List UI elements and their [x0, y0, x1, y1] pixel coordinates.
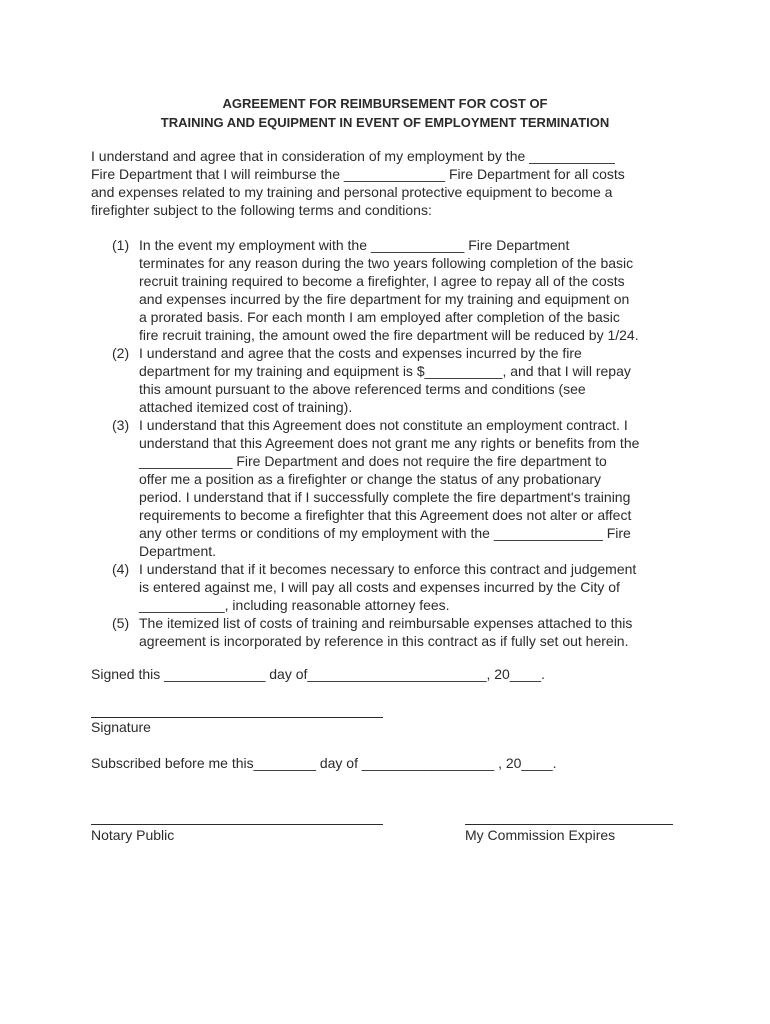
term-number: (4) — [112, 561, 130, 577]
title-line-2: TRAINING AND EQUIPMENT IN EVENT OF EMPLOYMENT TERMINATION — [160, 115, 610, 130]
term-line: agreement is incorporated by reference in this contract as if fully set out herein. — [139, 633, 629, 649]
term-line: ___________, including reasonable attorney fees. — [139, 597, 450, 613]
signature-label: Signature — [91, 719, 151, 735]
terms-list — [112, 236, 692, 650]
notary-label: Notary Public — [91, 827, 175, 843]
term-line: any other terms or conditions of my employment with the ______________ Fire — [139, 525, 631, 541]
intro-line: Fire Department that I will reimburse the _____________ Fire Department for all costs — [91, 166, 625, 182]
term-line: recruit training required to become a firefighter, I agree to repay all of the costs — [139, 273, 625, 289]
term-line: department for my training and equipment is $__________, and that I will repay — [139, 363, 631, 379]
commission-label: My Commission Expires — [465, 827, 616, 843]
term-line: terminates for any reason during the two years following completion of the basic — [139, 255, 634, 271]
term-line: understand that this Agreement does not grant me any rights or benefits from the — [139, 435, 640, 451]
term-line: period. I understand that if I successfully complete the fire department's training — [139, 489, 631, 505]
term-number: (3) — [112, 417, 130, 433]
term-line: and expenses incurred by the fire department for my training and equipment on — [139, 291, 630, 307]
intro-line: and expenses related to my training and personal protective equipment to become a — [91, 184, 613, 200]
term-number: (5) — [112, 615, 130, 631]
title-line-1: AGREEMENT FOR REIMBURSEMENT FOR COST OF — [222, 96, 548, 111]
term-line: fire recruit training, the amount owed the fire department will be reduced by 1/24. — [139, 327, 639, 343]
term-line: ____________ Fire Department and does not require the fire department to — [139, 453, 607, 469]
term-line: this amount pursuant to the above referenced terms and conditions (see — [139, 381, 586, 397]
term-number: (1) — [112, 237, 130, 253]
signed-date-line: Signed this _____________ day of_______________________, 20____. — [91, 666, 545, 682]
notary-rule — [91, 824, 383, 825]
term-line: I understand that if it becomes necessary to enforce this contract and judgement — [139, 561, 637, 577]
term-number: (2) — [112, 345, 130, 361]
term-line: attached itemized cost of training). — [139, 399, 353, 415]
term-line: I understand that this Agreement does not constitute an employment contract. I — [139, 417, 628, 433]
intro-line: firefighter subject to the following terms and conditions: — [91, 202, 432, 218]
term-item-4 — [112, 560, 692, 614]
term-line: In the event my employment with the ____________ Fire Department — [139, 237, 570, 253]
term-line: I understand and agree that the costs and expenses incurred by the fire — [139, 345, 582, 361]
term-item-3 — [112, 416, 692, 560]
intro-paragraph — [91, 147, 691, 219]
term-line: offer me a position as a firefighter or change the status of any probationary — [139, 471, 602, 487]
term-line: requirements to become a firefighter that this Agreement does not alter or affect — [139, 507, 632, 523]
term-item-2 — [112, 344, 692, 416]
term-line: Department. — [139, 543, 217, 559]
commission-rule — [465, 824, 673, 825]
term-line: a prorated basis. For each month I am employed after completion of the basic — [139, 309, 620, 325]
document-title — [0, 94, 770, 132]
subscribed-date-line: Subscribed before me this________ day of _________________ , 20____. — [91, 755, 557, 771]
intro-line: I understand and agree that in consideration of my employment by the ___________ — [91, 148, 615, 164]
term-line: The itemized list of costs of training and reimbursable expenses attached to this — [139, 615, 633, 631]
term-item-5 — [112, 614, 692, 650]
term-item-1 — [112, 236, 692, 344]
term-line: is entered against me, I will pay all costs and expenses incurred by the City of — [139, 579, 620, 595]
